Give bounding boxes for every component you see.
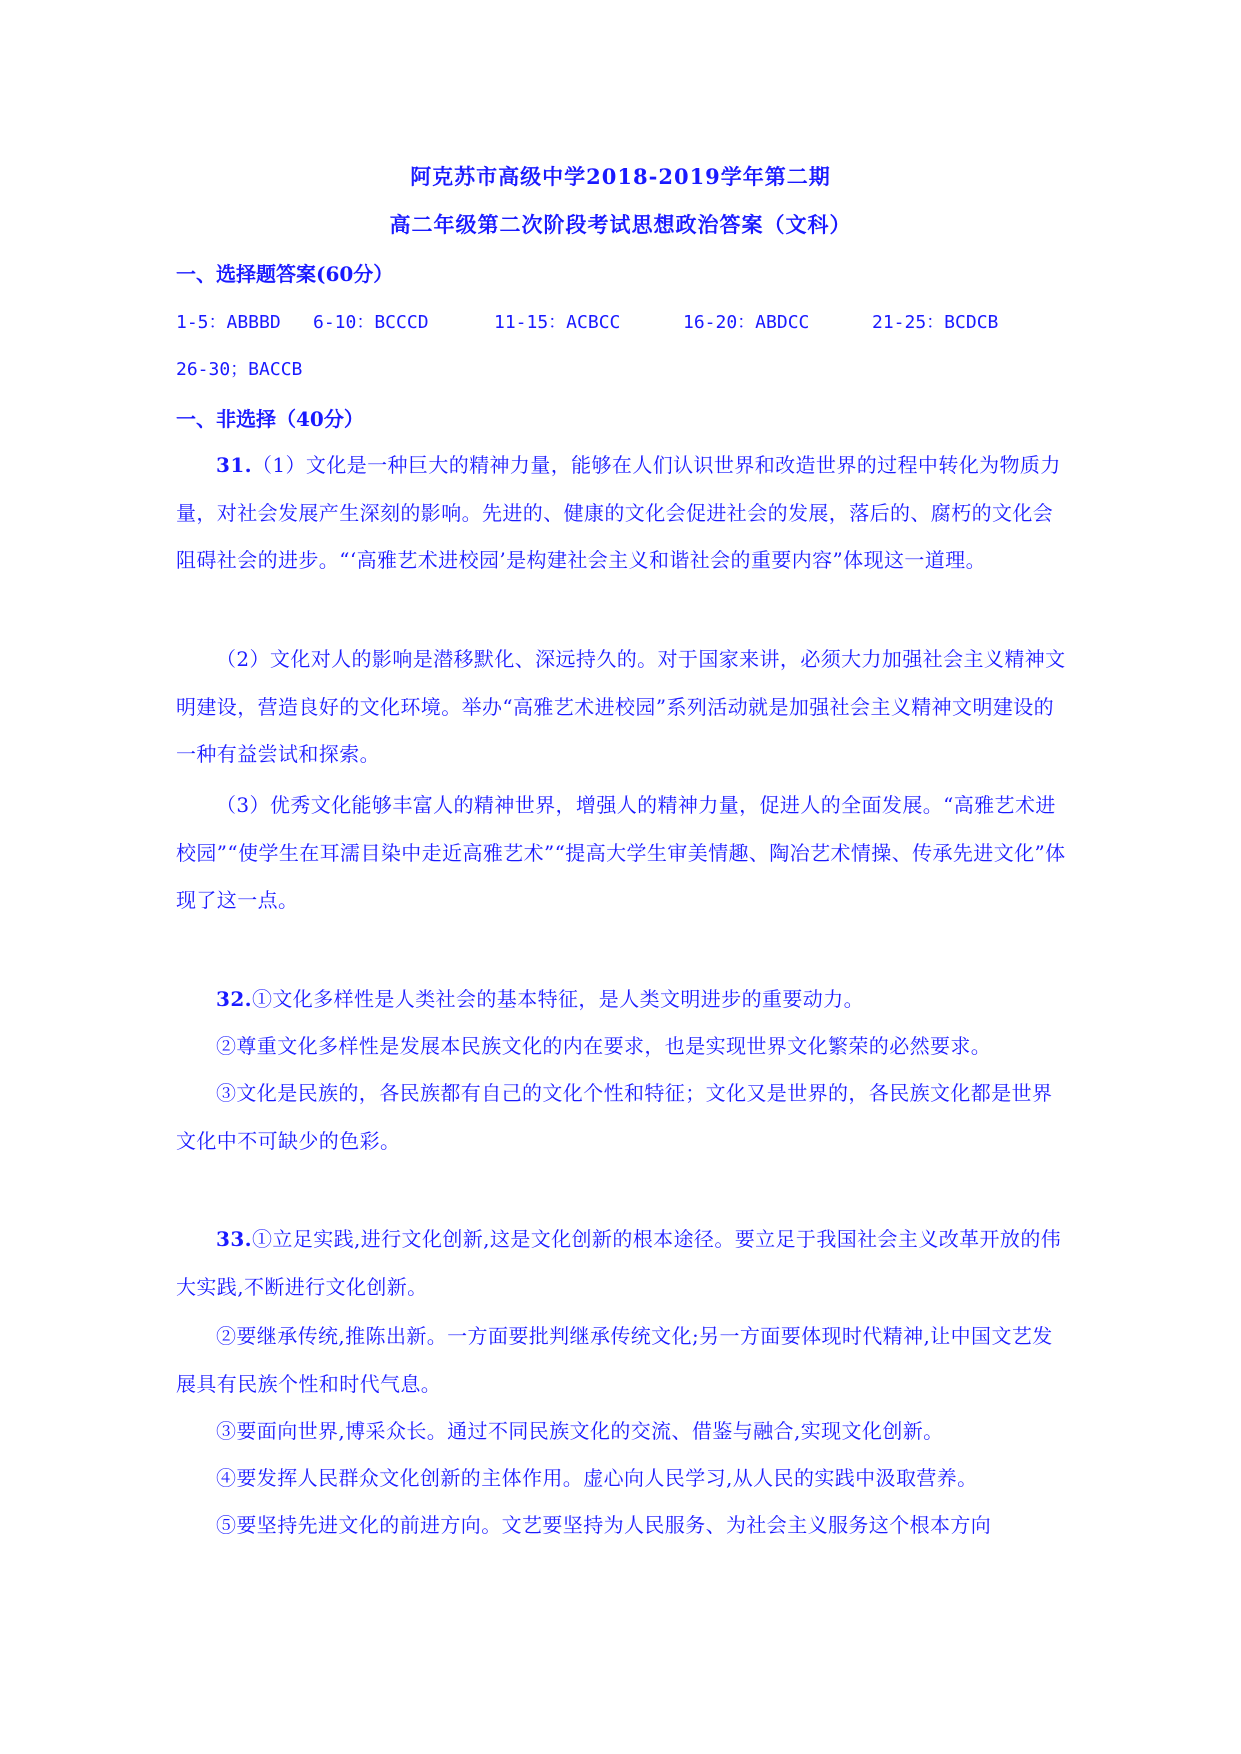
answer-group-6-10: 6-10：BCCCD (313, 312, 429, 333)
q33-number: 33. (216, 1227, 252, 1251)
document-title-line1: 阿克苏市高级中学2018-2019学年第二期 (410, 164, 831, 189)
q33-paragraph-2 (176, 1313, 1068, 1408)
answer-group-16-20: 16-20：ABDCC (683, 312, 810, 333)
q31-number: 31. (216, 453, 252, 477)
answer-group-11-15: 11-15：ACBCC (494, 312, 621, 333)
q31-paragraph-3 (176, 782, 1068, 925)
q32-point2-text: ②尊重文化多样性是发展本民族文化的内在要求，也是实现世界文化繁荣的必然要求。 (216, 1034, 992, 1058)
q32-paragraph-3 (176, 1070, 1068, 1165)
section-heading-non-choice: 一、非选择（40分） (176, 407, 364, 431)
answer-group-26-30: 26-30；BACCB (176, 359, 303, 380)
q33-paragraph-4 (176, 1455, 1068, 1503)
q31-part3-text: （3）优秀文化能够丰富人的精神世界，增强人的精神力量，促进人的全面发展。“高雅艺术进校园”“使学生在耳濡目染中走近高雅艺术”“提高大学生审美情趣、陶冶艺术情操、传承先进文化”体现了这一点。 (176, 793, 1066, 912)
q32-number: 32. (216, 987, 252, 1011)
q32-point3-text: ③文化是民族的，各民族都有自己的文化个性和特征；文化又是世界的，各民族文化都是世界文化中不可缺少的色彩。 (176, 1081, 1053, 1153)
answer-group-1-5: 1-5：ABBBD (176, 312, 281, 333)
q33-paragraph-5 (176, 1502, 1068, 1550)
answer-group-21-25: 21-25：BCDCB (872, 312, 999, 333)
document-title-line2: 高二年级第二次阶段考试思想政治答案（文科） (389, 212, 852, 237)
q31-part2-text: （2）文化对人的影响是潜移默化、深远持久的。对于国家来讲，必须大力加强社会主义精神文明建设，营造良好的文化环境。举办“高雅艺术进校园”系列活动就是加强社会主义精神文明建设的一种有益尝试和探索。 (176, 647, 1066, 766)
q33-point4-text: ④要发挥人民群众文化创新的主体作用。虚心向人民学习,从人民的实践中汲取营养。 (216, 1466, 978, 1490)
q33-paragraph-3 (176, 1408, 1068, 1456)
q33-point2-text: ②要继承传统,推陈出新。一方面要批判继承传统文化;另一方面要体现时代精神,让中国文艺发展具有民族个性和时代气息。 (176, 1324, 1053, 1396)
q33-point5-text: ⑤要坚持先进文化的前进方向。文艺要坚持为人民服务、为社会主义服务这个根本方向 (216, 1513, 992, 1537)
q33-point1-text: ①立足实践,进行文化创新,这是文化创新的根本途径。要立足于我国社会主义改革开放的伟大实践,不断进行文化创新。 (176, 1227, 1062, 1299)
q32-paragraph-2 (176, 1023, 1068, 1071)
q31-part1-text: （1）文化是一种巨大的精神力量，能够在人们认识世界和改造世界的过程中转化为物质力量，对社会发展产生深刻的影响。先进的、健康的文化会促进社会的发展，落后的、腐朽的文化会阻碍社会的进步。“‘高雅艺术进校园’是构建社会主义和谐社会的重要内容”体现这一道理。 (176, 453, 1061, 572)
q32-point1-text: ①文化多样性是人类社会的基本特征，是人类文明进步的重要动力。 (252, 987, 864, 1011)
section-heading-multiple-choice: 一、选择题答案(60分） (176, 262, 394, 286)
q31-paragraph-1 (176, 442, 1068, 585)
q32-paragraph-1 (176, 976, 1068, 1024)
q33-paragraph-1 (176, 1216, 1068, 1311)
q33-point3-text: ③要面向世界,博采众长。通过不同民族文化的交流、借鉴与融合,实现文化创新。 (216, 1419, 944, 1443)
q31-paragraph-2 (176, 636, 1068, 779)
